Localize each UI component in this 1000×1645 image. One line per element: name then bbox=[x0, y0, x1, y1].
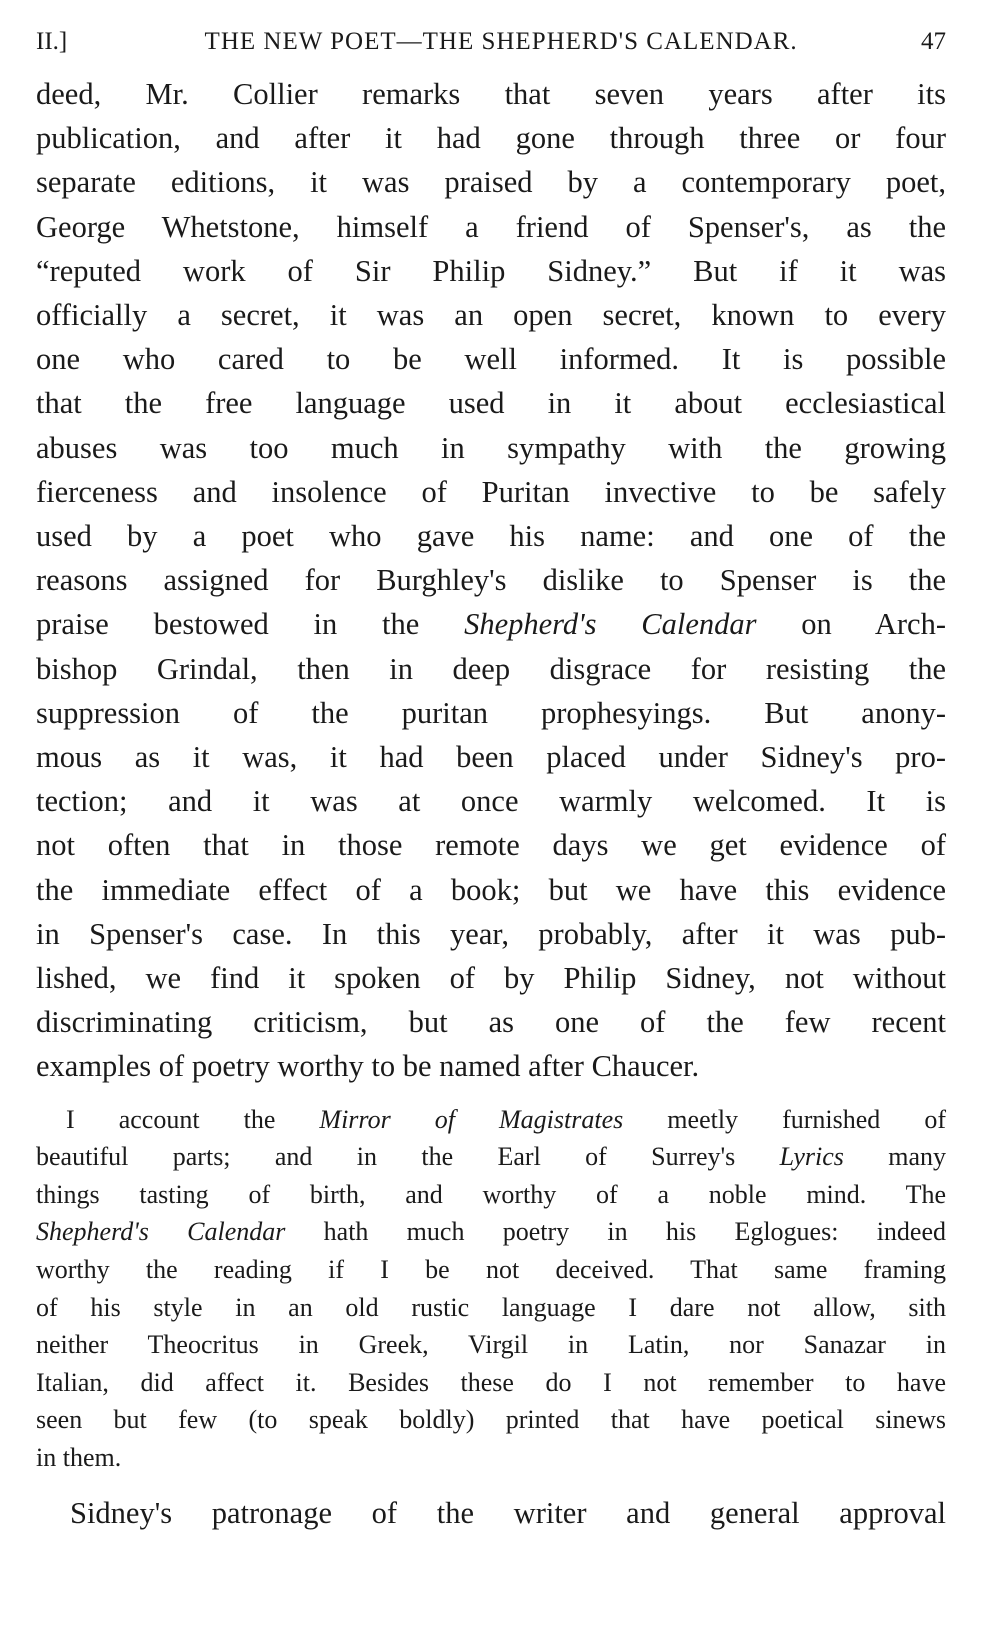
running-title: THE NEW POET—THE SHEPHERD'S CALENDAR. bbox=[204, 28, 798, 55]
chapter-number: II.] bbox=[36, 28, 68, 55]
text-line: in Spenser's case. In this year, probably, after it was pub- bbox=[36, 916, 946, 951]
quote-line: of his style in an old rustic language I dare not allow, sith bbox=[36, 1292, 946, 1322]
text-line: that the free language used in it about ecclesiastical bbox=[36, 386, 946, 421]
block-quote bbox=[36, 1101, 946, 1477]
text-line: officially a secret, it was an open secret, known to every bbox=[36, 298, 946, 333]
italic-title: Lyrics bbox=[779, 1142, 844, 1172]
text-line: praise bestowed in the Shepherd's Calendar on Arch- bbox=[36, 607, 946, 642]
quote-line: seen but few (to speak boldly) printed that have poetical sinews bbox=[36, 1405, 946, 1435]
text-line: suppression of the puritan prophesyings. But anony- bbox=[36, 695, 946, 730]
text-line: used by a poet who gave his name: and one of the bbox=[36, 519, 946, 554]
text-line: abuses was too much in sympathy with the growing bbox=[36, 430, 946, 465]
quote-line: neither Theocritus in Greek, Virgil in Latin, nor Sanazar in bbox=[36, 1330, 946, 1360]
text-line: bishop Grindal, then in deep disgrace for resisting the bbox=[36, 651, 946, 686]
book-page bbox=[36, 28, 946, 1535]
quote-line: Shepherd's Calendar hath much poetry in his Eglogues: indeed bbox=[36, 1217, 947, 1247]
quote-line: Italian, did affect it. Besides these do I not remember to have bbox=[36, 1367, 946, 1397]
quote-line: in them. bbox=[36, 1443, 122, 1473]
quote-line: worthy the reading if I be not deceived. That same framing bbox=[36, 1255, 946, 1285]
quote-line: I account the Mirror of Magistrates meetly furnished of bbox=[66, 1104, 947, 1134]
text-line: fierceness and insolence of Puritan invective to be safely bbox=[36, 474, 946, 509]
text-line: publication, and after it had gone through three or four bbox=[36, 121, 946, 156]
italic-title: Mirror of Magistrates bbox=[319, 1104, 624, 1134]
text-line: discriminating criticism, but as one of the few recent bbox=[36, 1005, 946, 1040]
main-paragraph bbox=[36, 72, 946, 1089]
text-line: not often that in those remote days we get evidence of bbox=[36, 828, 946, 863]
text-line: deed, Mr. Collier remarks that seven years after its bbox=[36, 77, 946, 111]
text-line: reasons assigned for Burghley's dislike to Spenser is the bbox=[36, 563, 946, 598]
quote-line: things tasting of birth, and worthy of a noble mind. The bbox=[36, 1179, 946, 1209]
italic-title: Shepherd's Calendar bbox=[36, 1217, 286, 1247]
text-line: separate editions, it was praised by a contemporary poet, bbox=[36, 165, 946, 200]
running-header bbox=[36, 28, 946, 68]
text-line: “reputed work of Sir Philip Sidney.” But if it was bbox=[36, 253, 946, 288]
text-line: examples of poetry worthy to be named after Chaucer. bbox=[36, 1049, 700, 1084]
text-line: mous as it was, it had been placed under Sidney's pro- bbox=[36, 740, 946, 775]
page-number: 47 bbox=[921, 28, 946, 55]
text-line: one who cared to be well informed. It is possible bbox=[36, 342, 946, 377]
next-paragraph bbox=[36, 1491, 946, 1535]
text-line: Sidney's patronage of the writer and general approval bbox=[70, 1495, 946, 1530]
italic-title: Shepherd's Calendar bbox=[464, 607, 757, 642]
quote-line: beautiful parts; and in the Earl of Surrey's Lyrics many bbox=[36, 1142, 947, 1172]
text-line: George Whetstone, himself a friend of Spenser's, as the bbox=[36, 209, 946, 244]
text-line: lished, we find it spoken of by Philip Sidney, not without bbox=[36, 961, 946, 996]
text-line: tection; and it was at once warmly welcomed. It is bbox=[36, 784, 946, 819]
text-line: the immediate effect of a book; but we have this evidence bbox=[36, 872, 946, 907]
